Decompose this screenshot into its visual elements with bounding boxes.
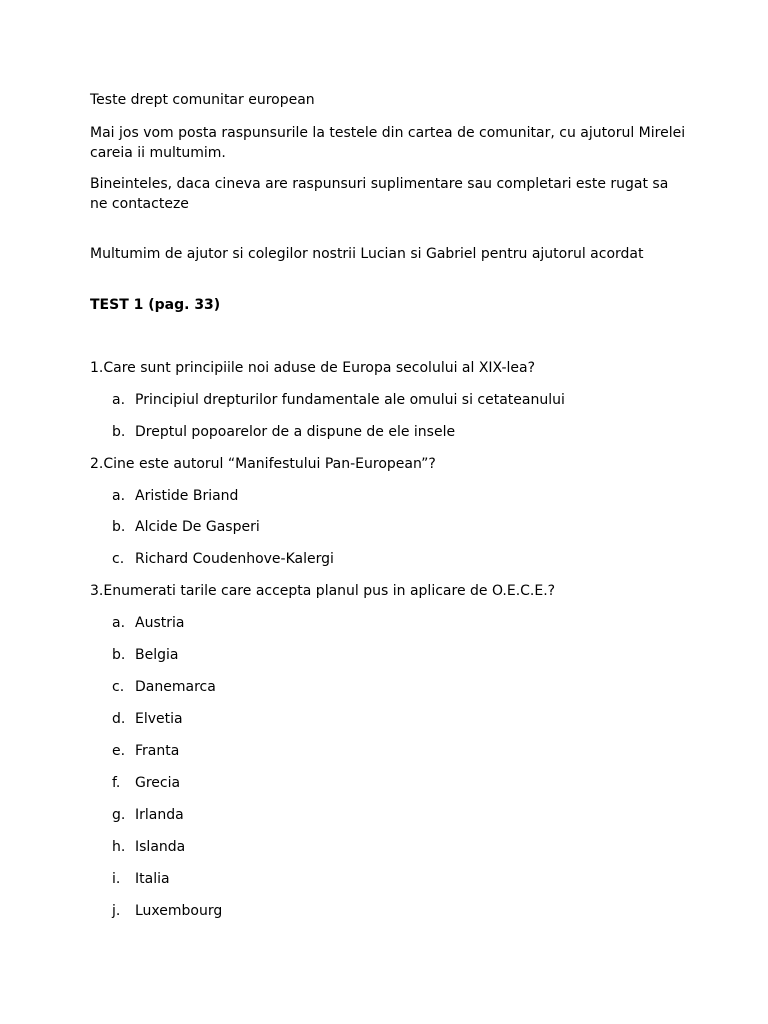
question-text: 2.Cine este autorul “Manifestului Pan-European”? [90, 456, 436, 472]
answer-item [112, 390, 565, 410]
answer-marker: c. [112, 551, 125, 567]
answer-text: Franta [135, 743, 180, 759]
answer-marker: b. [112, 424, 126, 440]
answer-text: Islanda [135, 839, 186, 855]
question-text: 3.Enumerati tarile care accepta planul pus in aplicare de O.E.C.E.? [90, 583, 556, 599]
answer-text: Alcide De Gasperi [135, 519, 260, 535]
note-paragraph-line: ne contacteze [90, 196, 189, 212]
answer-text: Austria [135, 615, 185, 631]
answer-item [112, 837, 185, 857]
answer-marker: a. [112, 392, 126, 408]
answer-text: Grecia [135, 775, 181, 791]
answer-item [112, 677, 216, 697]
answer-text: Principiul drepturilor fundamentale ale omului si cetateanului [135, 392, 565, 408]
answer-item [112, 709, 183, 729]
answer-marker: b. [112, 519, 126, 535]
answer-item [112, 773, 180, 793]
answer-item [112, 805, 184, 825]
test-heading: TEST 1 (pag. 33) [90, 297, 221, 313]
answer-marker: d. [112, 711, 126, 727]
document-title: Teste drept comunitar european [90, 92, 315, 108]
answer-marker: h. [112, 839, 126, 855]
answer-item [112, 517, 260, 537]
answer-text: Dreptul popoarelor de a dispune de ele insele [135, 424, 456, 440]
answer-item [112, 645, 178, 665]
answer-item [112, 869, 170, 889]
answer-marker: f. [112, 775, 121, 791]
answer-item [112, 901, 222, 921]
answer-item [112, 613, 184, 633]
note-paragraph-line: Bineinteles, daca cineva are raspunsuri suplimentare sau completari este rugat sa [90, 176, 669, 192]
answer-marker: a. [112, 615, 126, 631]
intro-paragraph-line: Mai jos vom posta raspunsurile la testele din cartea de comunitar, cu ajutorul Mirelei [90, 125, 686, 141]
answer-text: Luxembourg [135, 903, 223, 919]
answer-marker: c. [112, 679, 125, 695]
answer-item [112, 549, 334, 569]
answer-marker: g. [112, 807, 126, 823]
answer-text: Belgia [135, 647, 179, 663]
answer-marker: e. [112, 743, 126, 759]
answer-text: Danemarca [135, 679, 216, 695]
answer-text: Irlanda [135, 807, 184, 823]
answer-item [112, 741, 179, 761]
intro-paragraph-line: careia ii multumim. [90, 145, 226, 161]
answer-text: Elvetia [135, 711, 183, 727]
answer-marker: b. [112, 647, 126, 663]
answer-marker: a. [112, 488, 126, 504]
answer-item [112, 486, 238, 506]
answer-text: Italia [135, 871, 170, 887]
question-text: 1.Care sunt principiile noi aduse de Europa secolului al XIX-lea? [90, 360, 536, 376]
answer-item [112, 422, 455, 442]
answer-text: Aristide Briand [135, 488, 239, 504]
answer-marker: i. [112, 871, 121, 887]
answer-marker: j. [112, 903, 121, 919]
thanks-paragraph: Multumim de ajutor si colegilor nostrii Lucian si Gabriel pentru ajutorul acordat [90, 246, 644, 262]
answer-text: Richard Coudenhove-Kalergi [135, 551, 334, 567]
